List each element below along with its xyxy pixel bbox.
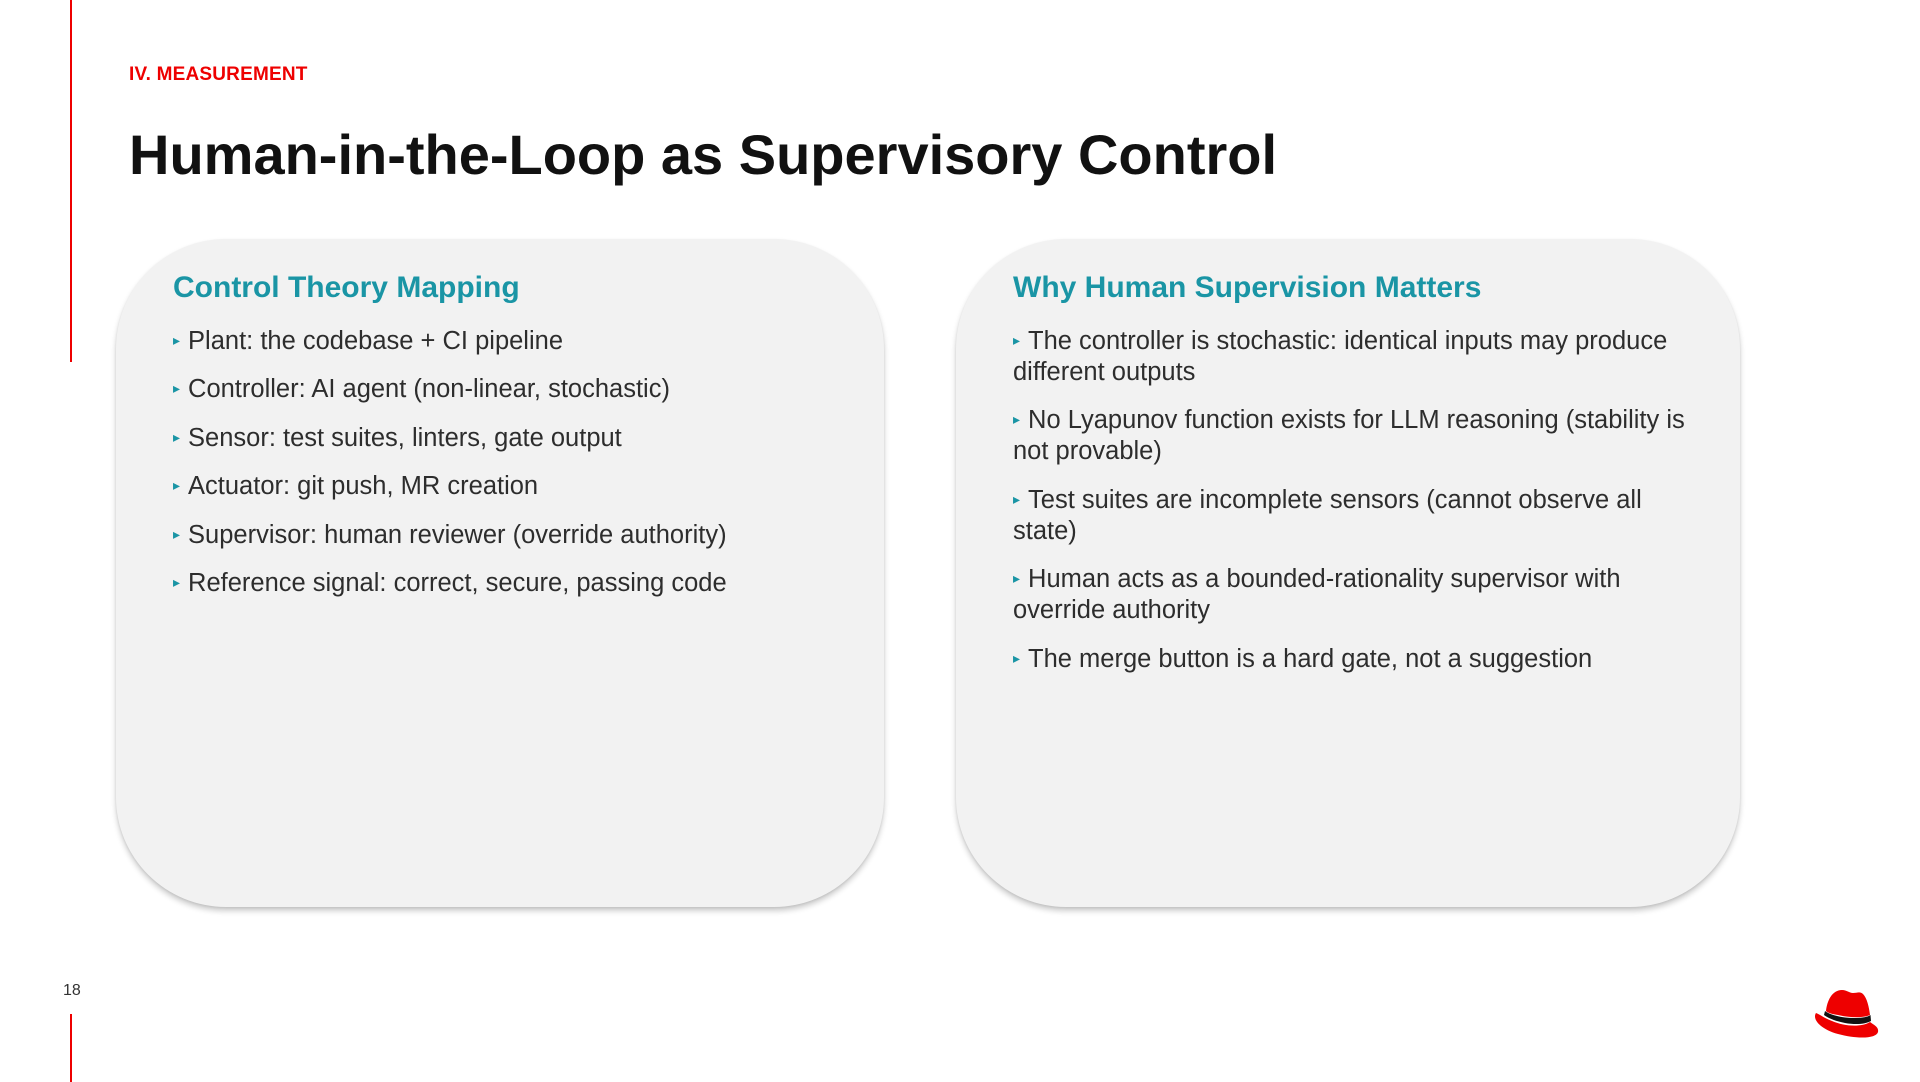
bullet-arrow-icon: ▸ — [173, 428, 181, 445]
control-theory-card — [116, 239, 884, 907]
bullet-item — [1013, 643, 1690, 675]
red-hat-logo-icon — [1812, 985, 1880, 1041]
bullet-text: The controller is stochastic: identical inputs may produce different outputs — [1013, 326, 1668, 386]
bullet-arrow-icon: ▸ — [1013, 331, 1021, 348]
bullet-text: Reference signal: correct, secure, passing code — [188, 569, 727, 597]
bullet-list — [1013, 325, 1690, 675]
bullet-item — [173, 325, 834, 357]
bullet-text: Controller: AI agent (non-linear, stochastic) — [188, 375, 670, 403]
bullet-arrow-icon: ▸ — [173, 477, 181, 493]
bullet-item — [1013, 404, 1690, 467]
accent-rule-bottom — [70, 1014, 72, 1082]
bullet-item — [1013, 563, 1690, 626]
bullet-text: Sensor: test suites, linters, gate output — [188, 423, 622, 452]
bullet-arrow-icon: ▸ — [173, 574, 181, 590]
bullet-text: Human acts as a bounded-rationality supervisor with override authority — [1013, 565, 1621, 624]
page-number: 18 — [63, 982, 81, 999]
bullet-text: No Lyapunov function exists for LLM reasoning (stability is not provable) — [1013, 406, 1685, 465]
bullet-item — [173, 567, 834, 599]
human-supervision-card — [956, 239, 1740, 907]
bullet-item — [173, 422, 834, 454]
bullet-item — [1013, 484, 1690, 547]
bullet-arrow-icon: ▸ — [1013, 411, 1021, 427]
bullet-text: The merge button is a hard gate, not a suggestion — [1028, 644, 1593, 673]
bullet-text: Supervisor: human reviewer (override authority) — [188, 520, 727, 549]
bullet-list — [173, 325, 834, 600]
bullet-arrow-icon: ▸ — [173, 331, 181, 348]
bullet-arrow-icon: ▸ — [173, 380, 181, 396]
bullet-text: Plant: the codebase + CI pipeline — [188, 326, 563, 355]
section-label: IV. MEASUREMENT — [129, 64, 308, 85]
bullet-text: Actuator: git push, MR creation — [188, 472, 539, 500]
bullet-arrow-icon: ▸ — [1013, 490, 1021, 507]
card-title: Why Human Supervision Matters — [1013, 271, 1482, 304]
accent-rule-top — [70, 0, 72, 362]
card-title: Control Theory Mapping — [173, 271, 520, 304]
bullet-item — [173, 373, 834, 405]
bullet-item — [173, 470, 834, 502]
bullet-item — [1013, 325, 1690, 388]
bullet-item — [173, 519, 834, 551]
bullet-arrow-icon: ▸ — [1013, 649, 1021, 666]
bullet-arrow-icon: ▸ — [1013, 570, 1021, 586]
page-title: Human-in-the-Loop as Supervisory Control — [129, 123, 1278, 186]
bullet-arrow-icon: ▸ — [173, 525, 181, 542]
bullet-text: Test suites are incomplete sensors (cannot observe all state) — [1013, 485, 1642, 545]
